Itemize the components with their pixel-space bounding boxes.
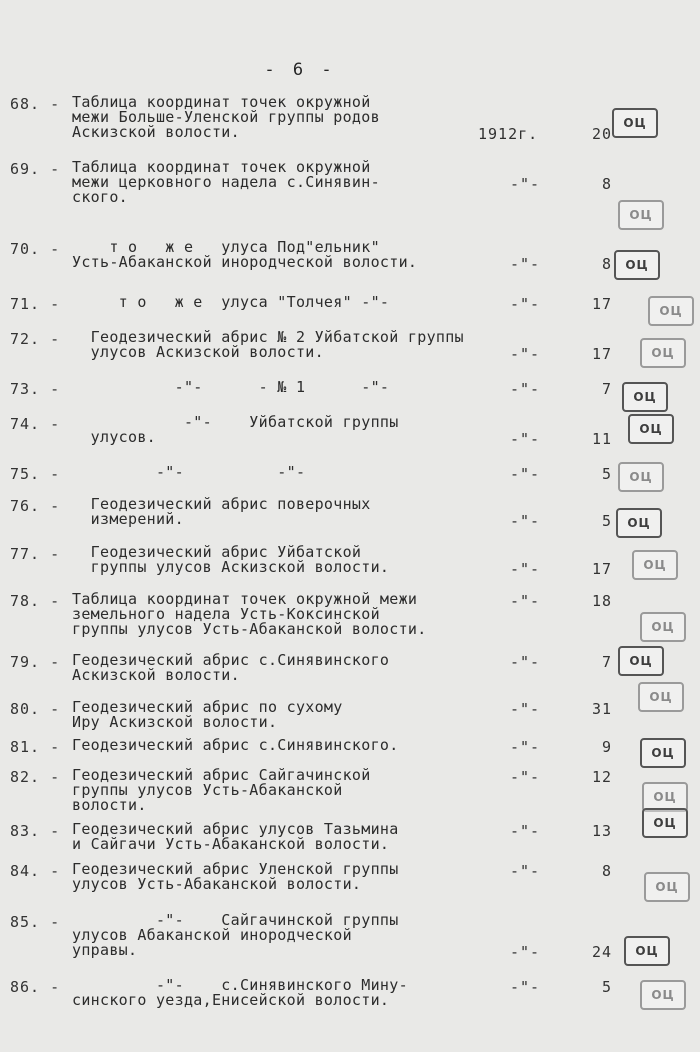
entry-page-count: 17 xyxy=(591,345,612,363)
entry-number: 76. - xyxy=(10,497,61,515)
description-line: Геодезический абрис с.Синявинского xyxy=(72,651,390,669)
entry-year: -"- xyxy=(510,822,541,840)
entry-description xyxy=(72,653,512,683)
entry-year: -"- xyxy=(510,465,541,483)
description-line: управы. xyxy=(72,941,138,959)
entry-page-count: 7 xyxy=(601,653,612,671)
entry-page-count: 31 xyxy=(591,700,612,718)
entry-year: -"- xyxy=(510,345,541,363)
entry-year: -"- xyxy=(510,768,541,786)
description-line: Таблица координат точек окружной xyxy=(72,93,371,111)
entry-number: 79. - xyxy=(10,653,61,671)
archive-stamp: ОЦ xyxy=(616,508,662,538)
entry-page-count: 17 xyxy=(591,295,612,313)
entry-page-count: 20 xyxy=(591,125,612,143)
description-line: волости. xyxy=(72,796,147,814)
entry-page-count: 18 xyxy=(591,592,612,610)
entry-description xyxy=(72,913,512,958)
entry-number: 69. - xyxy=(10,160,61,178)
entry-page-count: 7 xyxy=(601,380,612,398)
entry-description xyxy=(72,497,512,527)
entry-page-count: 5 xyxy=(601,465,612,483)
description-line: Геодезический абрис поверочных xyxy=(72,495,371,513)
entry-number: 84. - xyxy=(10,862,61,880)
description-line: Геодезический абрис с.Синявинского. xyxy=(72,736,399,754)
archive-stamp: ОЦ xyxy=(640,338,686,368)
archive-stamp: ОЦ xyxy=(642,808,688,838)
description-line: ского. xyxy=(72,188,128,206)
entry-description xyxy=(72,738,512,753)
entry-description xyxy=(72,700,512,730)
archive-stamp: ОЦ xyxy=(624,936,670,966)
entry-page-count: 5 xyxy=(601,978,612,996)
archive-stamp: ОЦ xyxy=(618,200,664,230)
archive-stamp: ОЦ xyxy=(648,296,694,326)
description-line: Геодезический абрис № 2 Уйбатской группы xyxy=(72,328,464,346)
entry-description xyxy=(72,592,512,637)
entry-number: 78. - xyxy=(10,592,61,610)
page-number: - 6 - xyxy=(264,60,336,80)
description-line: группы улусов Усть-Абаканской волости. xyxy=(72,620,427,638)
description-line: Геодезический абрис Уленской группы xyxy=(72,860,399,878)
archive-stamp: ОЦ xyxy=(622,382,668,412)
description-line: Иру Аскизской волости. xyxy=(72,713,278,731)
description-line: группы улусов Усть-Абаканской xyxy=(72,781,343,799)
entry-number: 72. - xyxy=(10,330,61,348)
description-line: Геодезический абрис Уйбатской xyxy=(72,543,362,561)
description-line: Аскизской волости. xyxy=(72,123,240,141)
entry-number: 71. - xyxy=(10,295,61,313)
archive-stamp: ОЦ xyxy=(618,646,664,676)
entry-year: -"- xyxy=(510,862,541,880)
archive-stamp: ОЦ xyxy=(638,682,684,712)
description-line: межи Больше-Уленской группы родов xyxy=(72,108,380,126)
description-line: -"- Сайгачинской группы xyxy=(72,911,399,929)
archive-stamp: ОЦ xyxy=(640,980,686,1010)
entry-number: 82. - xyxy=(10,768,61,786)
entry-page-count: 12 xyxy=(591,768,612,786)
description-line: Геодезический абрис Сайгачинской xyxy=(72,766,371,784)
entry-description xyxy=(72,415,512,445)
archive-stamp: ОЦ xyxy=(644,872,690,902)
entry-page-count: 11 xyxy=(591,430,612,448)
entry-description xyxy=(72,330,512,360)
entry-number: 77. - xyxy=(10,545,61,563)
description-line: -"- - № 1 -"- xyxy=(72,378,390,396)
entry-description xyxy=(72,160,512,205)
entry-page-count: 8 xyxy=(601,255,612,273)
description-line: Геодезический абрис по сухому xyxy=(72,698,343,716)
description-line: -"- -"- xyxy=(72,463,306,481)
description-line: измерений. xyxy=(72,510,184,528)
entry-year: -"- xyxy=(510,592,541,610)
entry-number: 68. - xyxy=(10,95,61,113)
archive-stamp: ОЦ xyxy=(614,250,660,280)
entry-description xyxy=(72,545,512,575)
description-line: улусов Абаканской инородческой xyxy=(72,926,352,944)
entry-page-count: 13 xyxy=(591,822,612,840)
archive-stamp: ОЦ xyxy=(640,738,686,768)
entry-description xyxy=(72,768,512,813)
entry-description xyxy=(72,978,512,1008)
entry-number: 85. - xyxy=(10,913,61,931)
entry-year: -"- xyxy=(510,653,541,671)
entry-number: 74. - xyxy=(10,415,61,433)
entry-page-count: 8 xyxy=(601,862,612,880)
archive-stamp: ОЦ xyxy=(628,414,674,444)
entry-number: 81. - xyxy=(10,738,61,756)
description-line: Аскизской волости. xyxy=(72,666,240,684)
entry-page-count: 5 xyxy=(601,512,612,530)
description-line: улусов Аскизской волости. xyxy=(72,343,324,361)
description-line: и Сайгачи Усть-Абаканской волости. xyxy=(72,835,390,853)
description-line: Усть-Абаканской инородческой волости. xyxy=(72,253,418,271)
entry-year: -"- xyxy=(510,978,541,996)
archive-stamp: ОЦ xyxy=(612,108,658,138)
entry-year: -"- xyxy=(510,295,541,313)
description-line: земельного надела Усть-Коксинской xyxy=(72,605,380,623)
entry-description xyxy=(72,240,512,270)
entry-year: -"- xyxy=(510,512,541,530)
entry-page-count: 9 xyxy=(601,738,612,756)
entry-year: -"- xyxy=(510,175,541,193)
entry-year: 1912г. xyxy=(478,125,539,143)
entry-number: 83. - xyxy=(10,822,61,840)
archive-stamp: ОЦ xyxy=(632,550,678,580)
entry-number: 70. - xyxy=(10,240,61,258)
entry-year: -"- xyxy=(510,943,541,961)
description-line: Геодезический абрис улусов Тазьмина xyxy=(72,820,399,838)
description-line: улусов Усть-Абаканской волости. xyxy=(72,875,362,893)
entry-number: 86. - xyxy=(10,978,61,996)
entry-year: -"- xyxy=(510,560,541,578)
entry-description xyxy=(72,95,512,140)
entry-year: -"- xyxy=(510,738,541,756)
description-line: -"- Уйбатской группы xyxy=(72,413,399,431)
entry-page-count: 8 xyxy=(601,175,612,193)
description-line: т о ж е улуса Под"ельник" xyxy=(72,238,380,256)
entry-description xyxy=(72,862,512,892)
description-line: Таблица координат точек окружной межи xyxy=(72,590,418,608)
entry-description xyxy=(72,465,512,480)
description-line: межи церковного надела с.Синявин- xyxy=(72,173,380,191)
description-line: Таблица координат точек окружной xyxy=(72,158,371,176)
description-line: т о ж е улуса "Толчея" -"- xyxy=(72,293,390,311)
entry-year: -"- xyxy=(510,700,541,718)
description-line: группы улусов Аскизской волости. xyxy=(72,558,390,576)
archive-stamp: ОЦ xyxy=(618,462,664,492)
entry-number: 80. - xyxy=(10,700,61,718)
entry-description xyxy=(72,380,512,395)
description-line: синского уезда,Енисейской волости. xyxy=(72,991,390,1009)
description-line: -"- с.Синявинского Мину- xyxy=(72,976,408,994)
entry-description xyxy=(72,295,512,310)
entry-page-count: 17 xyxy=(591,560,612,578)
entry-number: 73. - xyxy=(10,380,61,398)
entry-number: 75. - xyxy=(10,465,61,483)
entry-year: -"- xyxy=(510,380,541,398)
entry-year: -"- xyxy=(510,430,541,448)
entry-page-count: 24 xyxy=(591,943,612,961)
archive-stamp: ОЦ xyxy=(640,612,686,642)
description-line: улусов. xyxy=(72,428,156,446)
entry-year: -"- xyxy=(510,255,541,273)
entry-description xyxy=(72,822,512,852)
archive-stamp: ОЦ xyxy=(642,782,688,812)
